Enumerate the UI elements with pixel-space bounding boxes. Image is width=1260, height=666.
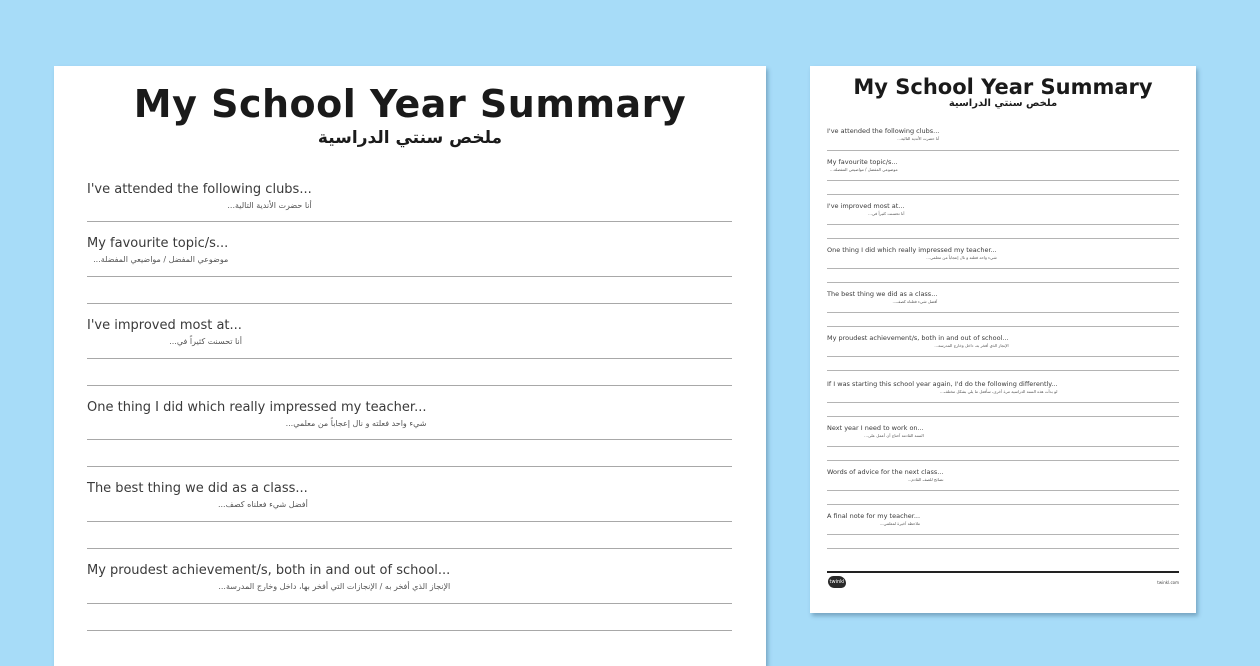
preview-prompt: [827, 127, 939, 141]
prompt-arabic: شيء واحد فعلته و نال إعجاباً من معلمي...: [285, 419, 427, 428]
prompt-impressed-teacher: [87, 400, 426, 429]
answer-line: [87, 221, 732, 222]
footer-url: twinkl.com: [1157, 580, 1179, 585]
prompt-arabic: موضوعي المفضل / مواضيعي المفضلة...: [830, 167, 898, 172]
answer-line: [87, 521, 732, 522]
answer-line: [87, 466, 732, 467]
preview-prompt: [827, 158, 898, 172]
answer-line: [827, 224, 1179, 225]
answer-line: [827, 238, 1179, 239]
brand-logo: twinkl: [828, 576, 846, 588]
answer-line: [827, 416, 1179, 417]
preview-prompt: [827, 468, 943, 482]
answer-line: [827, 402, 1179, 403]
prompt-text: I've attended the following clubs...: [827, 127, 940, 135]
prompt-arabic: أنا حضرت الأندية التالية...: [227, 201, 312, 210]
answer-line: [87, 603, 732, 604]
preview-prompt: [827, 334, 1009, 348]
prompt-arabic: أنا حضرت الأندية التالية...: [897, 136, 940, 141]
prompt-improved-most: [87, 318, 242, 347]
answer-line: [827, 460, 1179, 461]
prompt-arabic: أنا تحسنت كثيراً في...: [868, 211, 905, 216]
prompt-proudest-achievements: [87, 563, 450, 592]
prompt-arabic: أنا تحسنت كثيراً في...: [169, 337, 242, 346]
prompt-favourite-topics: [87, 236, 228, 265]
footer-divider: [827, 571, 1179, 573]
answer-line: [827, 490, 1179, 491]
answer-line: [827, 150, 1179, 151]
worksheet-page-large: [54, 66, 766, 666]
prompt-text: Words of advice for the next class...: [827, 468, 944, 476]
answer-line: [827, 504, 1179, 505]
prompt-text: I've improved most at...: [827, 202, 905, 210]
prompt-arabic: السنة القادمة أحتاج أن أعمل على...: [864, 433, 924, 438]
preview-title: My School Year Summary: [853, 75, 1153, 99]
preview-prompt: [827, 202, 904, 216]
prompt-text: Next year I need to work on...: [827, 424, 924, 432]
prompt-arabic: شيء واحد فعلته و نال إعجاباً من معلمي...: [926, 255, 997, 260]
prompt-text: One thing I did which really impressed my teacher...: [87, 400, 427, 415]
answer-line: [827, 194, 1179, 195]
prompt-text: My favourite topic/s...: [87, 236, 229, 251]
prompt-arabic: أفضل شيء فعلناه كصف...: [217, 500, 308, 509]
answer-line: [827, 534, 1179, 535]
answer-line: [827, 312, 1179, 313]
answer-line: [87, 276, 732, 277]
answer-line: [827, 268, 1179, 269]
answer-line: [827, 180, 1179, 181]
answer-line: [87, 439, 732, 440]
preview-subtitle-arabic: ملخص سنتي الدراسية: [948, 98, 1058, 109]
prompt-best-class-thing: [87, 481, 308, 510]
prompt-arabic: ملاحظة أخيرة لمعلمي...: [879, 521, 921, 526]
prompt-text: If I was starting this school year again, I'd do the following differently...: [827, 380, 1058, 388]
prompt-text: I've improved most at...: [87, 318, 242, 333]
prompt-text: I've attended the following clubs...: [87, 182, 312, 197]
prompt-clubs: [87, 182, 312, 211]
answer-line: [827, 282, 1179, 283]
answer-line: [87, 630, 732, 631]
prompt-text: My proudest achievement/s, both in and out of school...: [827, 334, 1009, 342]
preview-prompt: [827, 290, 937, 304]
answer-line: [827, 446, 1179, 447]
prompt-arabic: الإنجاز الذي أفخر به، داخل وخارج المدرسة...: [934, 343, 1009, 348]
preview-prompt: [827, 246, 997, 260]
prompt-arabic: موضوعي المفضل / مواضيعي المفضلة...: [93, 255, 229, 264]
prompt-arabic: أفضل شيء فعلناه كصف...: [892, 299, 938, 304]
answer-line: [827, 548, 1179, 549]
prompt-text: My proudest achievement/s, both in and out of school...: [87, 563, 451, 578]
preview-prompt: [827, 512, 920, 526]
answer-line: [87, 385, 732, 386]
answer-line: [827, 370, 1179, 371]
worksheet-subtitle-arabic: ملخص سنتي الدراسية: [317, 128, 503, 148]
prompt-text: The best thing we did as a class...: [87, 481, 308, 496]
answer-line: [827, 356, 1179, 357]
prompt-text: The best thing we did as a class...: [827, 290, 938, 298]
answer-line: [827, 326, 1179, 327]
prompt-arabic: نصائح للصف القادم...: [907, 477, 944, 482]
prompt-text: One thing I did which really impressed my teacher...: [827, 246, 997, 254]
answer-line: [87, 548, 732, 549]
prompt-arabic: الإنجاز الذي أفخر به / الإنجازات التي أفخر بها، داخل وخارج المدرسة...: [218, 582, 451, 591]
preview-prompt: [827, 424, 924, 438]
answer-line: [87, 303, 732, 304]
prompt-text: A final note for my teacher...: [827, 512, 921, 520]
worksheet-page-preview: [810, 66, 1196, 613]
prompt-text: My favourite topic/s...: [827, 158, 898, 166]
preview-prompt: [827, 380, 1057, 394]
answer-line: [87, 358, 732, 359]
prompt-arabic: لو بدأت هذه السنة الدراسية مرة أخرى، سأفعل ما يلي بشكل مختلف...: [939, 389, 1058, 394]
worksheet-title: My School Year Summary: [133, 82, 687, 126]
